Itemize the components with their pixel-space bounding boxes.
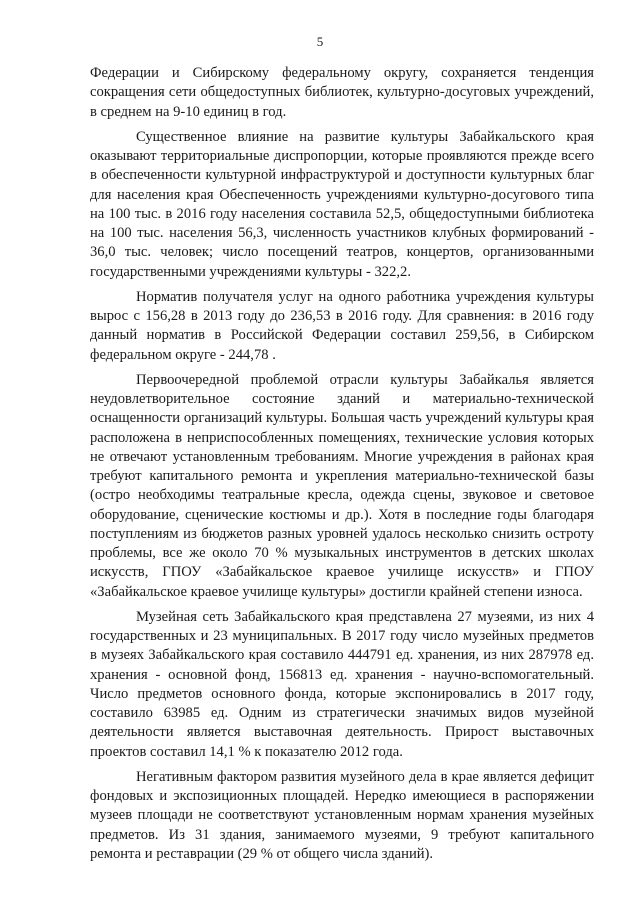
- paragraph-3: Норматив получателя услуг на одного работника учреждения культуры вырос с 156,28 в 2013 году до 236,53 в 2016 году. Для сравнения: в 2016 году данный норматив в Российской Федерации составил 259,56, в Сибирском федеральном округе - 244,78 .: [90, 288, 594, 363]
- page-number: 5: [316, 34, 324, 49]
- paragraph-2: Существенное влияние на развитие культуры Забайкальского края оказывают территориальные диспропорции, которые проявляются прежде всего в обеспеченности культурной инфраструктурой и доступности культурных благ для населения края Обеспеченность учреждениями культурно-досугового типа на 100 тыс. в 2016 году населения составила 52,5, общедоступными библиотека на 100 тыс. населения 56,3, численность участников клубных формирований - 36,0 тыс. человек; число посещений театров, концертов, организованными государственными учреждениями культуры - 322,2.: [90, 128, 594, 280]
- document-body: [90, 64, 594, 870]
- paragraph-5: Музейная сеть Забайкальского края представлена 27 музеями, из них 4 государственных и 23 муниципальных. В 2017 году число музейных предметов в музеях Забайкальского края составило 444791 ед. хранения, из них 287978 ед. хранения - основной фонд, 156813 ед. хранения - научно-вспомогательный. Число предметов основного фонда, которые экспонировались в 2017 году, составило 63985 ед. Одним из стратегически значимых видов музейной деятельности является выставочная деятельность. Прирост выставочных проектов составил 14,1 % к показателю 2012 года.: [90, 608, 594, 760]
- paragraph-1: Федерации и Сибирскому федеральному округу, сохраняется тенденция сокращения сети общедоступных библиотек, культурно-досуговых учреждений, в среднем на 9-10 единиц в год.: [90, 65, 594, 120]
- paragraph-6: Негативным фактором развития музейного дела в крае является дефицит фондовых и экспозиционных площадей. Нередко имеющиеся в распоряжении музеев площади не соответствуют установленным нормам хранения музейных предметов. Из 31 здания, занимаемого музеями, 9 требуют капитального ремонта и реставрации (29 % от общего числа зданий).: [90, 768, 594, 862]
- paragraph-4: Первоочередной проблемой отрасли культуры Забайкалья является неудовлетворительное состояние зданий и материально-технической оснащенности организаций культуры. Большая часть учреждений культуры края расположена в неприспособленных помещениях, технические условия которых не отвечают установленным требованиям. Многие учреждения в районах края требуют капитального ремонта и укрепления материально-технической базы (остро необходимы театральные кресла, одежда сцены, звуковое и световое оборудование, сценические костюмы и др.). Хотя в последние годы благодаря поступлениям из бюджетов разных уровней удалось несколько снизить остроту проблемы, все же около 70 % музыкальных инструментов в детских школах искусств, ГПОУ «Забайкальское краевое училище искусств» и ГПОУ «Забайкальское краевое училище культуры» достигли крайней степени износа.: [90, 371, 594, 600]
